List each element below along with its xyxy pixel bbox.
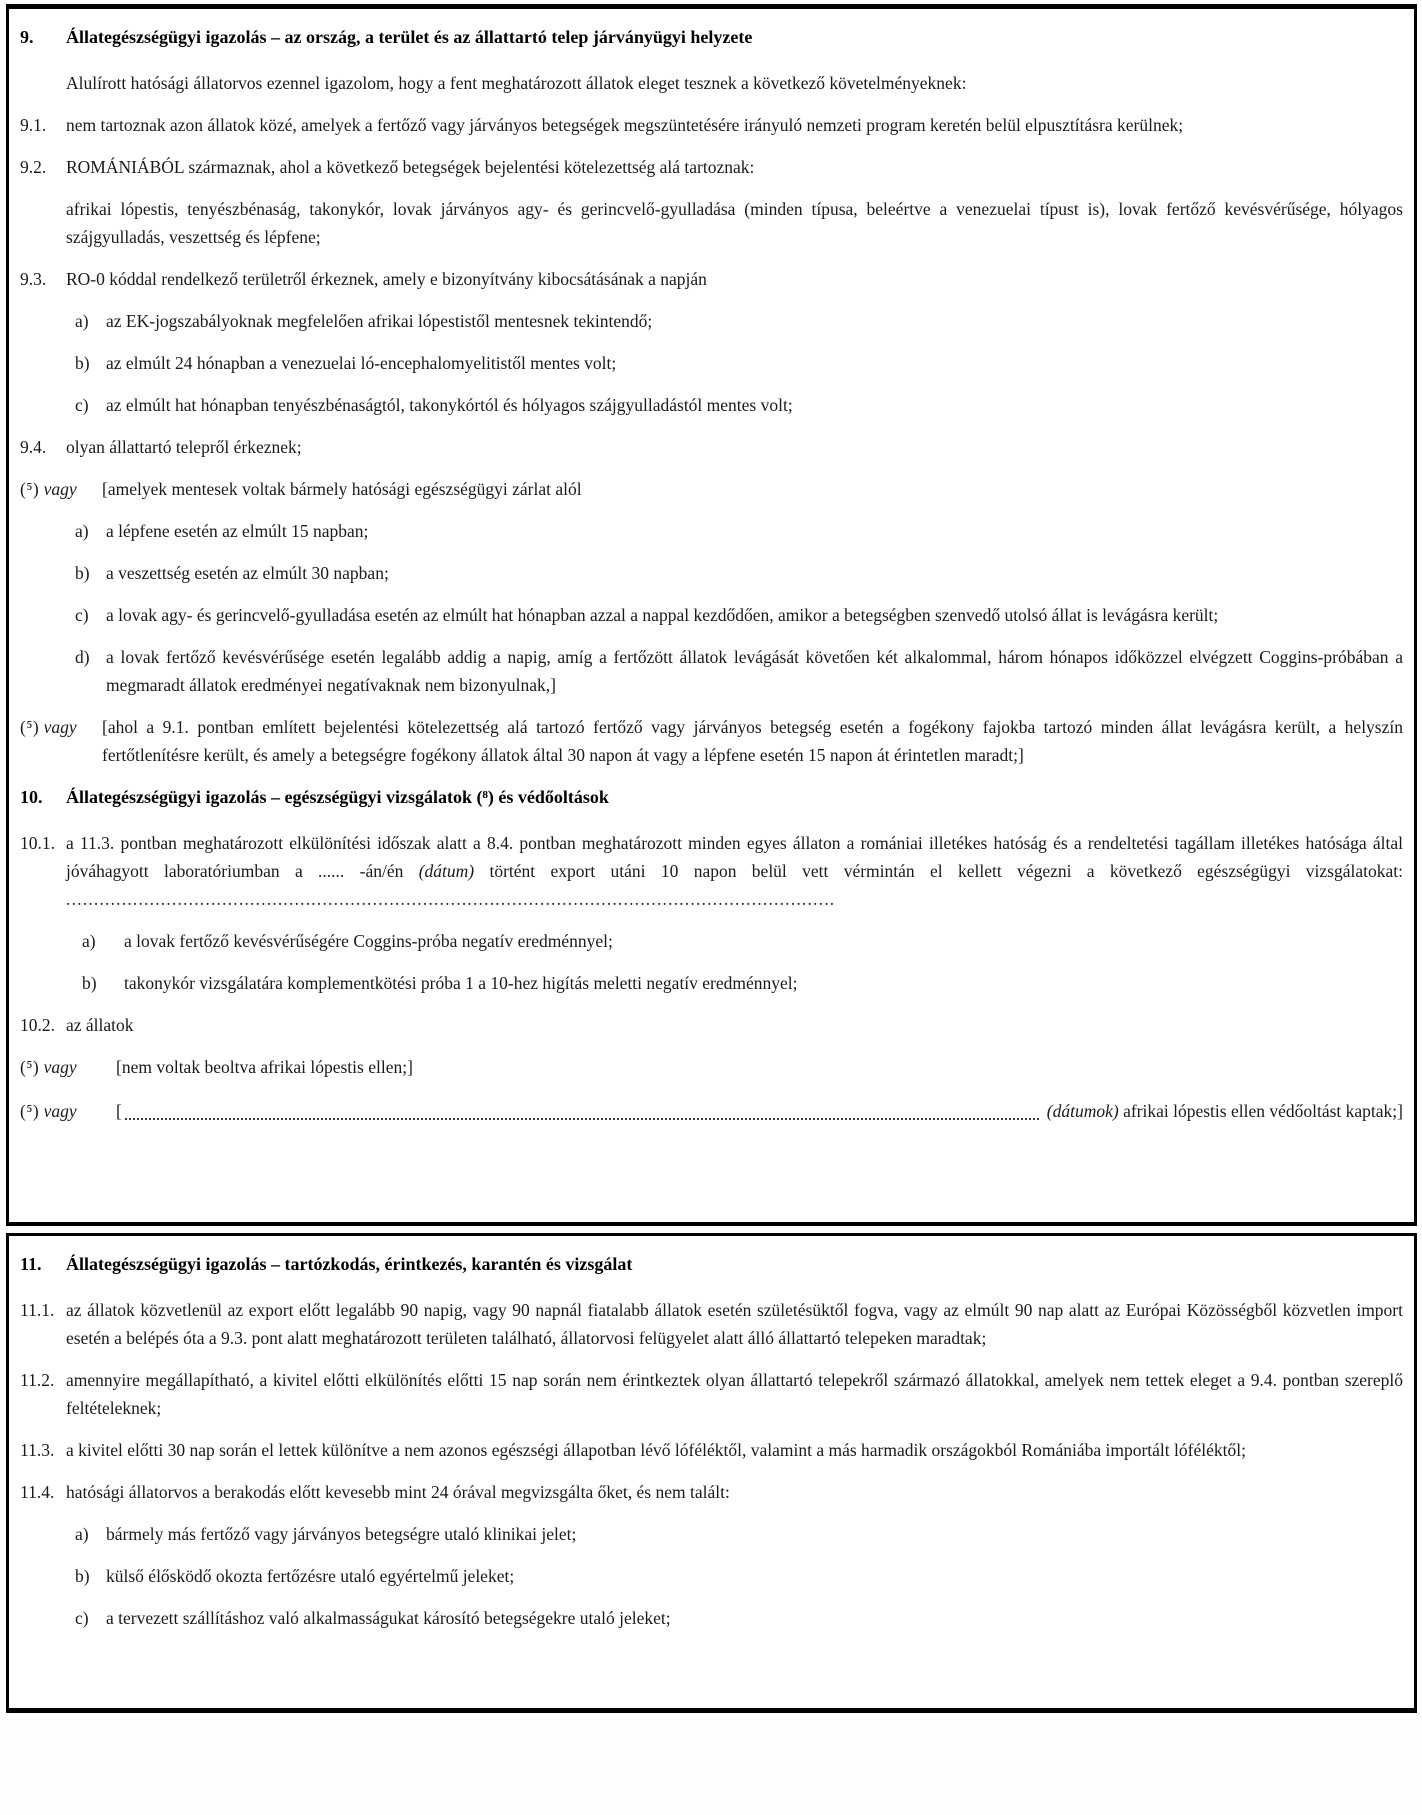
clause-number: 11.3. bbox=[20, 1440, 55, 1460]
clause-text: hatósági állatorvos a berakodás előtt kevesebb mint 24 órával megvizsgálta őket, és nem talált: bbox=[66, 1482, 730, 1502]
section-number: 9. bbox=[20, 27, 34, 47]
clause-text: olyan állattartó telepről érkeznek; bbox=[66, 437, 302, 457]
certificate-box-sections-9-10 bbox=[6, 4, 1417, 1226]
clause-text: a lovak fertőző kevésvérűségére Coggins-próba negatív eredménnyel; bbox=[124, 931, 613, 951]
alternative-clause bbox=[20, 1053, 1403, 1081]
clause-text: takonykór vizsgálatára komplementkötési próba 1 a 10-hez higítás meletti negatív eredménnyel; bbox=[124, 973, 798, 993]
subclause bbox=[75, 517, 1403, 545]
clause bbox=[20, 265, 1403, 293]
clause bbox=[20, 1011, 1403, 1039]
clause-number: 9.1. bbox=[20, 115, 47, 135]
subclause-letter: a) bbox=[75, 521, 89, 541]
alternative-clause-with-leader bbox=[20, 1097, 1403, 1125]
footnote-ref: (⁵) bbox=[20, 1101, 40, 1121]
subclause-letter: a) bbox=[75, 311, 89, 331]
clause-text bbox=[116, 1097, 1403, 1125]
clause-text: az állatok közvetlenül az export előtt legalább 90 napig, vagy 90 napnál fiatalabb állatok esetén születésüktől fogva, vagy az elmúlt 90 nap alatt az Európai Közösségből közvetlen import esetén a belépés óta a 9.3. pont alatt meghatározott területen található, állatorvosi felügyelet alatt álló állattartó telepeken maradtak; bbox=[66, 1300, 1403, 1348]
date-placeholder: (dátum) bbox=[418, 861, 475, 881]
paragraph bbox=[20, 69, 1403, 97]
alternative-clause bbox=[20, 475, 1403, 503]
clause bbox=[20, 1366, 1403, 1422]
clause-text: ROMÁNIÁBÓL származnak, ahol a következő betegségek bejelentési kötelezettség alá tartoznak: bbox=[66, 157, 755, 177]
subclause-letter: b) bbox=[75, 353, 90, 373]
clause-text: az elmúlt 24 hónapban a venezuelai ló-encephalomyelitistől mentes volt; bbox=[106, 353, 617, 373]
clause-text: külső élősködő okozta fertőzésre utaló egyértelmű jeleket; bbox=[106, 1566, 515, 1586]
certificate-page bbox=[0, 4, 1422, 1815]
clause-number: 10.2. bbox=[20, 1015, 55, 1035]
footnote-ref: (⁵) bbox=[20, 479, 40, 499]
clause bbox=[20, 1436, 1403, 1464]
clause-number: 11.4. bbox=[20, 1482, 55, 1502]
subclause bbox=[75, 1562, 1403, 1590]
alternative-clause bbox=[20, 713, 1403, 769]
dotted-leader bbox=[125, 1118, 1039, 1120]
subclause-letter: a) bbox=[75, 1524, 89, 1544]
subclause-letter: c) bbox=[75, 605, 89, 625]
clause-text: a lovak fertőző kevésvérűsége esetén legalább addig a napig, amíg a fertőzött állatok levágását követően két alkalommal, három hónapos időközzel elvégzett Coggins-próbában a megmaradt állatok eredményei negatívaknak nem bizonyulnak,] bbox=[106, 647, 1403, 695]
section-heading bbox=[20, 783, 1403, 811]
clause-text: az EK-jogszabályoknak megfelelően afrikai lópestistől mentesnek tekintendő; bbox=[106, 311, 653, 331]
clause-number: 11.1. bbox=[20, 1300, 55, 1320]
vagy-word: vagy bbox=[43, 1057, 77, 1077]
subclause bbox=[75, 391, 1403, 419]
clause-text: a lovak agy- és gerincvelő-gyulladása esetén az elmúlt hat hónapban azzal a nappal kezdődően, amikor a betegségben szenvedő utolsó állat is levágásra került; bbox=[106, 605, 1219, 625]
footnote-ref: (⁵) bbox=[20, 1057, 40, 1077]
dotted-leader: .......................................................................................................................................... bbox=[66, 889, 836, 909]
clause-text: Alulírott hatósági állatorvos ezennel igazolom, hogy a fent meghatározott állatok eleget tesznek a következő követelményeknek: bbox=[66, 73, 967, 93]
clause bbox=[20, 433, 1403, 461]
section-number: 11. bbox=[20, 1254, 42, 1274]
clause-text: nem tartoznak azon állatok közé, amelyek a fertőző vagy járványos betegségek megszüntetésére irányuló nemzeti program keretén belül elpusztításra kerülnek; bbox=[66, 115, 1184, 135]
subclause-letter: d) bbox=[75, 647, 90, 667]
footnote-ref: (⁵) bbox=[20, 717, 40, 737]
subclause-letter: c) bbox=[75, 395, 89, 415]
clause bbox=[20, 153, 1403, 181]
section-title: Állategészségügyi igazolás – tartózkodás, érintkezés, karantén és vizsgálat bbox=[66, 1254, 633, 1274]
clause-text bbox=[66, 829, 1403, 913]
subclause bbox=[75, 559, 1403, 587]
clause-text: [nem voltak beoltva afrikai lópestis ellen;] bbox=[116, 1057, 413, 1077]
vagy-word: vagy bbox=[43, 479, 77, 499]
subclause bbox=[82, 927, 1403, 955]
clause-number: 10.1. bbox=[20, 833, 55, 853]
clause-text: az elmúlt hat hónapban tenyészbénaságtól, takonykórtól és hólyagos szájgyulladástól mentes volt; bbox=[106, 395, 793, 415]
clause bbox=[20, 1296, 1403, 1352]
section-heading bbox=[20, 1250, 1403, 1278]
subclause-letter: b) bbox=[82, 973, 97, 993]
clause bbox=[20, 829, 1403, 913]
section-title: Állategészségügyi igazolás – az ország, a terület és az állattartó telep járványügyi helyzete bbox=[66, 27, 753, 47]
subclause bbox=[75, 1604, 1403, 1632]
subclause bbox=[75, 1520, 1403, 1548]
text-run: a 11.3. pontban meghatározott elkülönítési időszak alatt a 8.4. pontban meghatározott minden egyes állaton a romániai illetékes hatóság és a rendeltetési tagállam illetékes hatósága által jóváhagyott laboratóriumban a ...... -án/én bbox=[66, 833, 1403, 881]
date-placeholder: (dátumok) bbox=[1046, 1101, 1119, 1121]
clause bbox=[20, 1478, 1403, 1506]
subclause bbox=[75, 307, 1403, 335]
subclause-letter: b) bbox=[75, 1566, 90, 1586]
clause-text: amennyire megállapítható, a kivitel előtti elkülönítés előtti 15 nap során nem érintkeztek olyan állattartó telepekről származó állatokkal, amelyek nem tettek eleget a 9.4. pontban szereplő feltételeknek; bbox=[66, 1370, 1403, 1418]
subclause-letter: c) bbox=[75, 1608, 89, 1628]
certificate-box-section-11 bbox=[6, 1233, 1417, 1713]
section-title: Állategészségügyi igazolás – egészségügyi vizsgálatok (⁸) és védőoltások bbox=[66, 787, 609, 807]
alternative-label bbox=[20, 475, 102, 503]
clause-text: [amelyek mentesek voltak bármely hatósági egészségügyi zárlat alól bbox=[102, 479, 582, 499]
alternative-label bbox=[20, 713, 102, 741]
subclause bbox=[75, 349, 1403, 377]
clause bbox=[20, 111, 1403, 139]
vagy-word: vagy bbox=[43, 717, 77, 737]
clause-number: 9.2. bbox=[20, 157, 47, 177]
section-number: 10. bbox=[20, 787, 43, 807]
clause-number: 11.2. bbox=[20, 1370, 55, 1390]
subclause bbox=[75, 601, 1403, 629]
clause-number: 9.4. bbox=[20, 437, 47, 457]
alternative-label bbox=[20, 1097, 116, 1125]
clause-text: a kivitel előtti 30 nap során el lettek különítve a nem azonos egészségi állapotban lévő lóféléktől, valamint a más harmadik országokból Romániába importált lóféléktől; bbox=[66, 1440, 1246, 1460]
subclause-letter: a) bbox=[82, 931, 96, 951]
clause-number: 9.3. bbox=[20, 269, 47, 289]
alternative-label bbox=[20, 1053, 116, 1081]
clause-text: a tervezett szállításhoz való alkalmasságukat károsító betegségekre utaló jeleket; bbox=[106, 1608, 671, 1628]
text-run: történt export utáni 10 napon belül vett vérmintán el kellett végezni a következő egészségügyi vizsgálatokat: bbox=[474, 861, 1403, 881]
clause-text: RO-0 kóddal rendelkező területről érkeznek, amely e bizonyítvány kibocsátásának a napján bbox=[66, 269, 707, 289]
subclause-letter: b) bbox=[75, 563, 90, 583]
clause-text: afrikai lópestis, tenyészbénaság, takonykór, lovak járványos agy- és gerincvelő-gyulladása (minden típusa, beleértve a venezuelai típust is), lovak fertőző kevésvérűsége, hólyagos szájgyulladás, veszettség és lépfene; bbox=[66, 199, 1403, 247]
clause-text: [ahol a 9.1. pontban említett bejelentési kötelezettség alá tartozó fertőző vagy járványos betegség esetén a fogékony fajokba tartozó minden állat levágásra került, a helyszín fertőtlenítésre került, és amely a betegségre fogékony állatok által 30 napon át vagy a lépfene esetén 15 napon át érintetlen maradt;] bbox=[102, 717, 1403, 765]
clause-text: a lépfene esetén az elmúlt 15 napban; bbox=[106, 521, 369, 541]
paragraph bbox=[20, 195, 1403, 251]
bracket-open: [ bbox=[116, 1101, 122, 1121]
vagy-word: vagy bbox=[43, 1101, 77, 1121]
subclause bbox=[82, 969, 1403, 997]
clause-text: a veszettség esetén az elmúlt 30 napban; bbox=[106, 563, 389, 583]
clause-text-tail: afrikai lópestis ellen védőoltást kaptak;] bbox=[1123, 1101, 1403, 1121]
clause-text: az állatok bbox=[66, 1015, 134, 1035]
subclause bbox=[75, 643, 1403, 699]
clause-text: bármely más fertőző vagy járványos betegségre utaló klinikai jelet; bbox=[106, 1524, 577, 1544]
section-heading bbox=[20, 23, 1403, 51]
